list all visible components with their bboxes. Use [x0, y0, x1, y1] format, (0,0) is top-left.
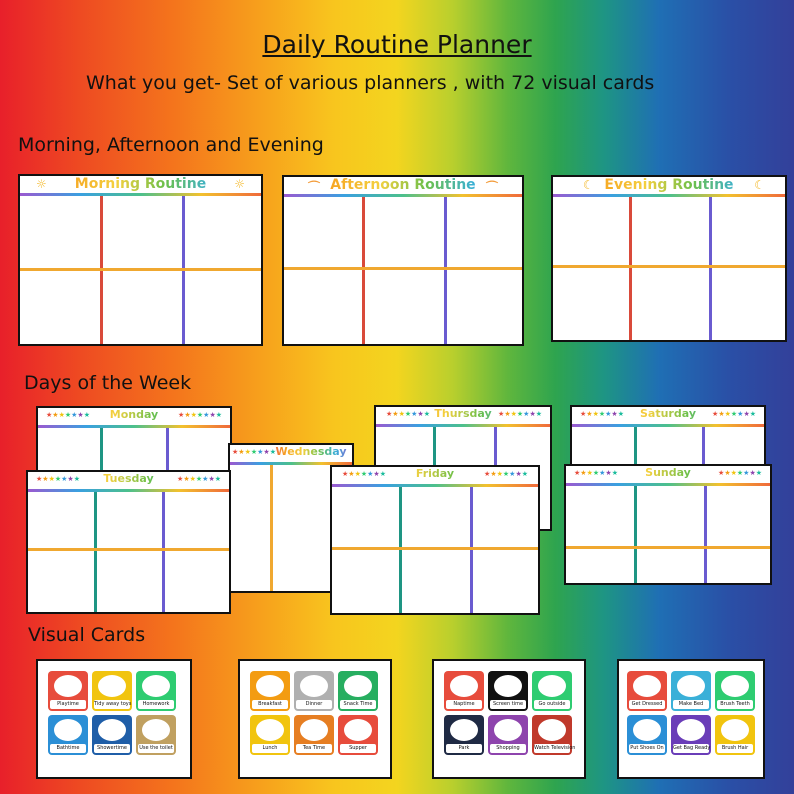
planner-title: Evening Routine: [553, 177, 785, 194]
visual-card: [92, 671, 132, 711]
card-picture: [538, 675, 566, 697]
visual-card: [488, 715, 528, 755]
planner-title: Afternoon Routine: [284, 177, 522, 194]
card-picture: [98, 675, 126, 697]
divider: [284, 194, 522, 197]
planner-morning: [18, 174, 263, 346]
divider: [444, 197, 447, 344]
divider: [566, 546, 770, 549]
card-label: Showertime: [94, 744, 130, 753]
visual-card: [338, 671, 378, 711]
divider: [572, 424, 764, 427]
card-picture: [300, 719, 328, 741]
visual-card: [488, 671, 528, 711]
card-label: Dinner: [296, 700, 332, 709]
page-title: Daily Routine Planner: [262, 30, 532, 59]
card-label: Screen time: [490, 700, 526, 709]
card-label: Brush Teeth: [717, 700, 753, 709]
visual-card: [250, 715, 290, 755]
planner-title: Morning Routine: [20, 176, 261, 193]
card-label: Put Shoes On: [630, 745, 664, 751]
divider: [704, 486, 707, 583]
card-label: Get Bag Ready: [673, 745, 711, 751]
card-picture: [344, 675, 372, 697]
card-label: Snack Time: [340, 700, 376, 709]
card-label: Brush Hair: [717, 744, 753, 753]
visual-card: [715, 715, 755, 755]
divider: [284, 267, 522, 270]
divider: [376, 424, 550, 427]
visual-card: [92, 715, 132, 755]
card-picture: [721, 675, 749, 697]
divider: [162, 492, 165, 612]
divider: [94, 492, 97, 612]
card-label: Shopping: [490, 744, 526, 753]
visual-card: [444, 715, 484, 755]
divider: [166, 428, 169, 474]
planner-tuesday: [26, 470, 231, 614]
card-label: Watch Television: [534, 745, 576, 751]
planner-sunday: [564, 464, 772, 585]
card-picture: [142, 719, 170, 741]
card-label: Make Bed: [673, 700, 709, 709]
card-picture: [677, 719, 705, 741]
visual-card: [48, 671, 88, 711]
visual-card: [136, 715, 176, 755]
visual-card: [294, 671, 334, 711]
visual-card: [627, 671, 667, 711]
planner-title: Saturday: [572, 407, 764, 424]
divider: [28, 548, 229, 551]
card-label: Playtime: [50, 700, 86, 709]
card-sheet-1: [36, 659, 192, 779]
planner-evening: [551, 175, 787, 342]
card-label: Park: [446, 744, 482, 753]
card-label: Tidy away toys: [94, 701, 132, 707]
divider: [553, 194, 785, 197]
divider: [634, 486, 637, 583]
divider: [553, 265, 785, 268]
section-heading-cards: Visual Cards: [28, 624, 146, 646]
card-label: Use the toilet: [139, 745, 173, 751]
divider: [332, 547, 538, 550]
divider: [629, 197, 632, 340]
divider: [566, 483, 770, 486]
page-subtitle: What you get- Set of various planners , with 72 visual cards: [86, 72, 655, 94]
planner-title: Friday: [332, 467, 538, 484]
divider: [709, 197, 712, 340]
card-sheet-3: [432, 659, 586, 779]
visual-card: [627, 715, 667, 755]
card-picture: [677, 675, 705, 697]
divider: [100, 428, 103, 474]
card-label: Bathtime: [50, 744, 86, 753]
card-picture: [344, 719, 372, 741]
planner-title: Tuesday: [28, 472, 229, 489]
card-label: Supper: [340, 744, 376, 753]
stars-decoration: ★★★★★★: [232, 448, 270, 456]
divider: [332, 484, 538, 487]
card-sheet-4: [617, 659, 765, 779]
visual-card: [532, 671, 572, 711]
visual-card: [671, 715, 711, 755]
card-label: Homework: [138, 700, 174, 709]
visual-card: [715, 671, 755, 711]
divider: [362, 197, 365, 344]
card-picture: [450, 719, 478, 741]
card-picture: [98, 719, 126, 741]
planner-title: Thursday: [376, 407, 550, 424]
planner-monday: [36, 406, 232, 476]
divider: [28, 489, 229, 492]
divider: [399, 487, 402, 613]
card-label: Naptime: [446, 700, 482, 709]
card-picture: [142, 675, 170, 697]
visual-card: [48, 715, 88, 755]
visual-card: [338, 715, 378, 755]
card-label: Breakfast: [252, 700, 288, 709]
section-heading-days: Days of the Week: [24, 372, 192, 394]
section-heading-routines: Morning, Afternoon and Evening: [18, 134, 324, 156]
divider: [38, 425, 230, 428]
card-picture: [633, 719, 661, 741]
divider: [20, 193, 261, 196]
card-sheet-2: [238, 659, 392, 779]
divider: [470, 487, 473, 613]
card-picture: [538, 719, 566, 741]
card-label: Get Dressed: [629, 700, 665, 709]
card-picture: [256, 719, 284, 741]
planner-friday: [330, 465, 540, 615]
planner-title: Monday: [38, 408, 230, 425]
visual-card: [444, 671, 484, 711]
visual-card: [294, 715, 334, 755]
planner-afternoon: [282, 175, 524, 346]
planner-title: Wednesday: [270, 445, 352, 462]
card-label: Go outside: [534, 700, 570, 709]
divider: [270, 465, 273, 591]
card-picture: [494, 675, 522, 697]
card-label: Lunch: [252, 744, 288, 753]
card-picture: [54, 719, 82, 741]
card-picture: [300, 675, 328, 697]
planner-title: Sunday: [566, 466, 770, 483]
card-picture: [256, 675, 284, 697]
card-picture: [54, 675, 82, 697]
card-label: Tea Time: [296, 744, 332, 753]
visual-card: [250, 671, 290, 711]
card-picture: [494, 719, 522, 741]
visual-card: [671, 671, 711, 711]
divider: [20, 268, 261, 271]
card-picture: [633, 675, 661, 697]
card-picture: [450, 675, 478, 697]
card-picture: [721, 719, 749, 741]
visual-card: [532, 715, 576, 755]
visual-card: [136, 671, 176, 711]
